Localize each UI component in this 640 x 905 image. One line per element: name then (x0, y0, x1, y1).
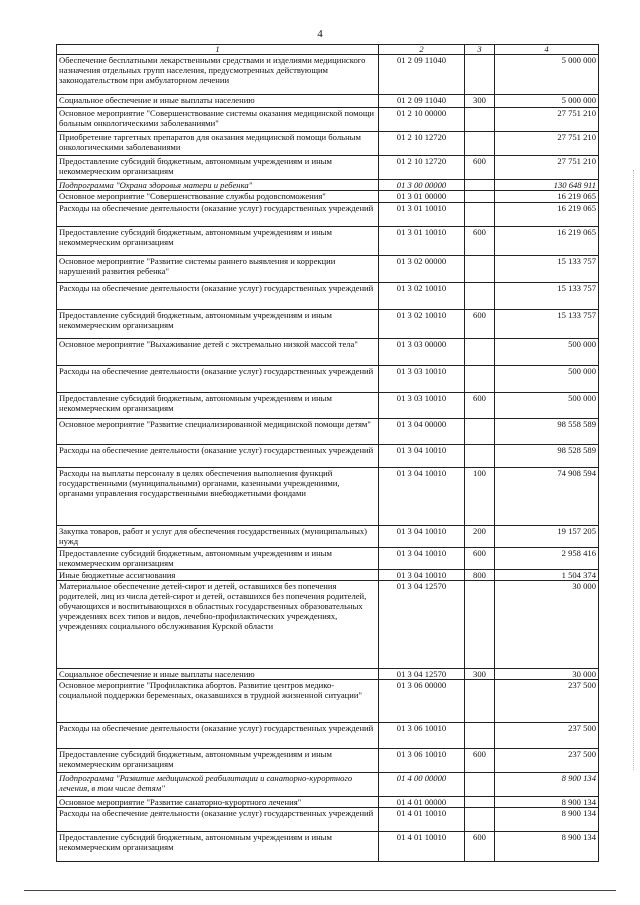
header-col-1: 1 (57, 45, 379, 55)
table-row (57, 468, 599, 526)
row-code-cell: 01 3 03 10010 (379, 393, 465, 419)
table-row (57, 339, 599, 366)
table-header-row (57, 45, 599, 55)
row-code-cell: 01 3 02 10010 (379, 283, 465, 310)
page-number: 4 (317, 28, 323, 40)
table-row (57, 203, 599, 227)
row-code-cell: 01 4 01 10010 (379, 832, 465, 862)
row-expense-type-cell (465, 419, 495, 445)
row-amount-cell: 1 504 374 (495, 570, 599, 581)
row-name-cell: Предоставление субсидий бюджетным, автономным учреждениям и иным некоммерческим организациям (57, 393, 379, 419)
row-amount-cell: 16 219 065 (495, 227, 599, 256)
row-amount-cell: 130 648 911 (495, 180, 599, 191)
row-name-cell: Подпрограмма "Развитие медицинской реабилитации и санаторно-курортного лечения, в том числе детям" (57, 773, 379, 797)
table-row (57, 526, 599, 548)
table-row (57, 108, 599, 132)
row-code-cell: 01 3 00 00000 (379, 180, 465, 191)
row-code-cell: 01 2 10 00000 (379, 108, 465, 132)
row-amount-cell: 27 751 210 (495, 156, 599, 180)
row-code-cell: 01 3 06 00000 (379, 680, 465, 723)
row-code-cell: 01 3 02 10010 (379, 310, 465, 339)
row-name-cell: Предоставление субсидий бюджетным, автономным учреждениям и иным некоммерческим организациям (57, 227, 379, 256)
row-code-cell: 01 2 09 11040 (379, 55, 465, 95)
row-name-cell: Социальное обеспечение и иные выплаты населению (57, 669, 379, 680)
row-code-cell: 01 3 04 00000 (379, 419, 465, 445)
row-code-cell: 01 3 01 00000 (379, 191, 465, 203)
table-row (57, 256, 599, 283)
row-name-cell: Основное мероприятие "Совершенствование службы родовспоможения" (57, 191, 379, 203)
row-code-cell: 01 3 06 10010 (379, 749, 465, 773)
table-row (57, 832, 599, 862)
row-code-cell: 01 3 04 10010 (379, 548, 465, 570)
row-expense-type-cell: 100 (465, 468, 495, 526)
row-expense-type-cell: 600 (465, 156, 495, 180)
row-name-cell: Основное мероприятие "Профилактика абортов. Развитие центров медико-социальной поддержки беременных, оказавшихся в трудной жизненной ситуации" (57, 680, 379, 723)
row-expense-type-cell (465, 108, 495, 132)
table-row (57, 283, 599, 310)
row-amount-cell: 98 528 589 (495, 445, 599, 468)
row-name-cell: Подпрограмма "Охрана здоровья матери и ребенка" (57, 180, 379, 191)
row-name-cell: Обеспечение бесплатными лекарственными средствами и изделиями медицинского назначения отдельных групп населения, предусмотренных действующим законодательством при амбулаторном лечении (57, 55, 379, 95)
row-name-cell: Закупка товаров, работ и услуг для обеспечения государственных (муниципальных) нужд (57, 526, 379, 548)
row-code-cell: 01 2 10 12720 (379, 156, 465, 180)
row-code-cell: 01 3 04 10010 (379, 570, 465, 581)
header-col-2: 2 (379, 45, 465, 55)
table-row (57, 773, 599, 797)
row-expense-type-cell: 600 (465, 393, 495, 419)
row-name-cell: Основное мероприятие "Развитие системы раннего выявления и коррекции нарушений развития ребенка" (57, 256, 379, 283)
page-bottom-rule (24, 890, 616, 891)
table-row (57, 180, 599, 191)
row-name-cell: Расходы на обеспечение деятельности (оказание услуг) государственных учреждений (57, 808, 379, 832)
row-expense-type-cell (465, 191, 495, 203)
row-amount-cell: 27 751 210 (495, 132, 599, 156)
row-expense-type-cell (465, 203, 495, 227)
row-name-cell: Расходы на обеспечение деятельности (оказание услуг) государственных учреждений (57, 203, 379, 227)
table-row (57, 227, 599, 256)
row-expense-type-cell (465, 55, 495, 95)
row-expense-type-cell: 600 (465, 310, 495, 339)
row-code-cell: 01 3 04 10010 (379, 526, 465, 548)
row-code-cell: 01 3 01 10010 (379, 227, 465, 256)
row-name-cell: Основное мероприятие "Совершенствование системы оказания медицинской помощи больным онкологическими заболеваниями" (57, 108, 379, 132)
row-amount-cell: 237 500 (495, 749, 599, 773)
row-amount-cell: 15 133 757 (495, 310, 599, 339)
row-expense-type-cell: 600 (465, 227, 495, 256)
table-row (57, 95, 599, 108)
table-row (57, 548, 599, 570)
row-expense-type-cell (465, 132, 495, 156)
row-code-cell: 01 3 04 10010 (379, 468, 465, 526)
table-row (57, 191, 599, 203)
row-amount-cell: 8 900 134 (495, 773, 599, 797)
row-expense-type-cell: 600 (465, 832, 495, 862)
row-expense-type-cell (465, 283, 495, 310)
row-amount-cell: 98 558 589 (495, 419, 599, 445)
row-amount-cell: 2 958 416 (495, 548, 599, 570)
table-row (57, 723, 599, 749)
table-row (57, 55, 599, 95)
budget-table (56, 44, 599, 862)
row-expense-type-cell: 300 (465, 95, 495, 108)
table-row (57, 808, 599, 832)
row-code-cell: 01 3 02 00000 (379, 256, 465, 283)
table-row (57, 749, 599, 773)
row-expense-type-cell (465, 445, 495, 468)
row-code-cell: 01 2 09 11040 (379, 95, 465, 108)
row-code-cell: 01 3 03 00000 (379, 339, 465, 366)
table-row (57, 366, 599, 393)
row-expense-type-cell: 600 (465, 548, 495, 570)
row-name-cell: Материальное обеспечение детей-сирот и детей, оставшихся без попечения родителей, лиц из числа детей-сирот и детей, оставшихся без попечения родителей, обучающихся и воспитывающихся в областных государственных образовательных учреждениях всех типов и видов, лечебно-профилактических учреждениях, учреждениях социального обслуживания Курской области (57, 581, 379, 669)
row-amount-cell: 30 000 (495, 669, 599, 680)
table-row (57, 680, 599, 723)
row-code-cell: 01 3 01 10010 (379, 203, 465, 227)
row-amount-cell: 237 500 (495, 723, 599, 749)
table-row (57, 419, 599, 445)
row-expense-type-cell: 200 (465, 526, 495, 548)
row-expense-type-cell (465, 256, 495, 283)
row-code-cell: 01 3 03 10010 (379, 366, 465, 393)
row-code-cell: 01 3 04 10010 (379, 445, 465, 468)
row-amount-cell: 16 219 065 (495, 191, 599, 203)
row-amount-cell: 8 900 134 (495, 808, 599, 832)
row-amount-cell: 16 219 065 (495, 203, 599, 227)
row-expense-type-cell: 600 (465, 749, 495, 773)
row-amount-cell: 15 133 757 (495, 256, 599, 283)
row-amount-cell: 5 000 000 (495, 95, 599, 108)
row-expense-type-cell (465, 808, 495, 832)
row-name-cell: Приобретение таргетных препаратов для оказания медицинской помощи больным онкологическими заболеваниями (57, 132, 379, 156)
row-amount-cell: 500 000 (495, 366, 599, 393)
table-row (57, 132, 599, 156)
row-name-cell: Основное мероприятие "Развитие санаторно-курортного лечения" (57, 797, 379, 808)
row-name-cell: Расходы на выплаты персоналу в целях обеспечения выполнения функций государственными (муниципальными) органами, казенными учреждениями, органами управления государственными внебюджетными фондами (57, 468, 379, 526)
table-row (57, 310, 599, 339)
row-code-cell: 01 2 10 12720 (379, 132, 465, 156)
table-row (57, 156, 599, 180)
row-amount-cell: 8 900 134 (495, 797, 599, 808)
row-expense-type-cell (465, 680, 495, 723)
row-amount-cell: 15 133 757 (495, 283, 599, 310)
row-amount-cell: 237 500 (495, 680, 599, 723)
row-code-cell: 01 4 01 10010 (379, 808, 465, 832)
row-name-cell: Расходы на обеспечение деятельности (оказание услуг) государственных учреждений (57, 723, 379, 749)
table-body (57, 55, 599, 862)
row-name-cell: Иные бюджетные ассигнования (57, 570, 379, 581)
header-col-3: 3 (465, 45, 495, 55)
row-name-cell: Основное мероприятие "Выхаживание детей с экстремально низкой массой тела" (57, 339, 379, 366)
row-amount-cell: 74 908 594 (495, 468, 599, 526)
table-row (57, 669, 599, 680)
row-name-cell: Предоставление субсидий бюджетным, автономным учреждениям и иным некоммерческим организациям (57, 749, 379, 773)
row-amount-cell: 27 751 210 (495, 108, 599, 132)
row-name-cell: Расходы на обеспечение деятельности (оказание услуг) государственных учреждений (57, 445, 379, 468)
row-name-cell: Предоставление субсидий бюджетным, автономным учреждениям и иным некоммерческим организациям (57, 156, 379, 180)
row-code-cell: 01 4 01 00000 (379, 797, 465, 808)
row-expense-type-cell (465, 581, 495, 669)
table-row (57, 570, 599, 581)
row-name-cell: Предоставление субсидий бюджетным, автономным учреждениям и иным некоммерческим организациям (57, 832, 379, 862)
table-row (57, 797, 599, 808)
row-amount-cell: 30 000 (495, 581, 599, 669)
row-name-cell: Социальное обеспечение и иные выплаты населению (57, 95, 379, 108)
row-amount-cell: 500 000 (495, 393, 599, 419)
row-name-cell: Расходы на обеспечение деятельности (оказание услуг) государственных учреждений (57, 366, 379, 393)
row-name-cell: Предоставление субсидий бюджетным, автономным учреждениям и иным некоммерческим организациям (57, 310, 379, 339)
table-row (57, 393, 599, 419)
row-amount-cell: 500 000 (495, 339, 599, 366)
row-expense-type-cell: 800 (465, 570, 495, 581)
scan-edge-marks (630, 170, 634, 770)
row-code-cell: 01 3 06 10010 (379, 723, 465, 749)
row-expense-type-cell (465, 180, 495, 191)
row-code-cell: 01 3 04 12570 (379, 669, 465, 680)
row-expense-type-cell: 300 (465, 669, 495, 680)
row-expense-type-cell (465, 797, 495, 808)
row-expense-type-cell (465, 773, 495, 797)
row-expense-type-cell (465, 723, 495, 749)
row-expense-type-cell (465, 366, 495, 393)
row-code-cell: 01 3 04 12570 (379, 581, 465, 669)
row-name-cell: Основное мероприятие "Развитие специализированной медицинской помощи детям" (57, 419, 379, 445)
table-row (57, 581, 599, 669)
row-expense-type-cell (465, 339, 495, 366)
header-col-4: 4 (495, 45, 599, 55)
row-code-cell: 01 4 00 00000 (379, 773, 465, 797)
row-amount-cell: 19 157 205 (495, 526, 599, 548)
row-name-cell: Предоставление субсидий бюджетным, автономным учреждениям и иным некоммерческим организациям (57, 548, 379, 570)
table-row (57, 445, 599, 468)
row-name-cell: Расходы на обеспечение деятельности (оказание услуг) государственных учреждений (57, 283, 379, 310)
row-amount-cell: 8 900 134 (495, 832, 599, 862)
row-amount-cell: 5 000 000 (495, 55, 599, 95)
